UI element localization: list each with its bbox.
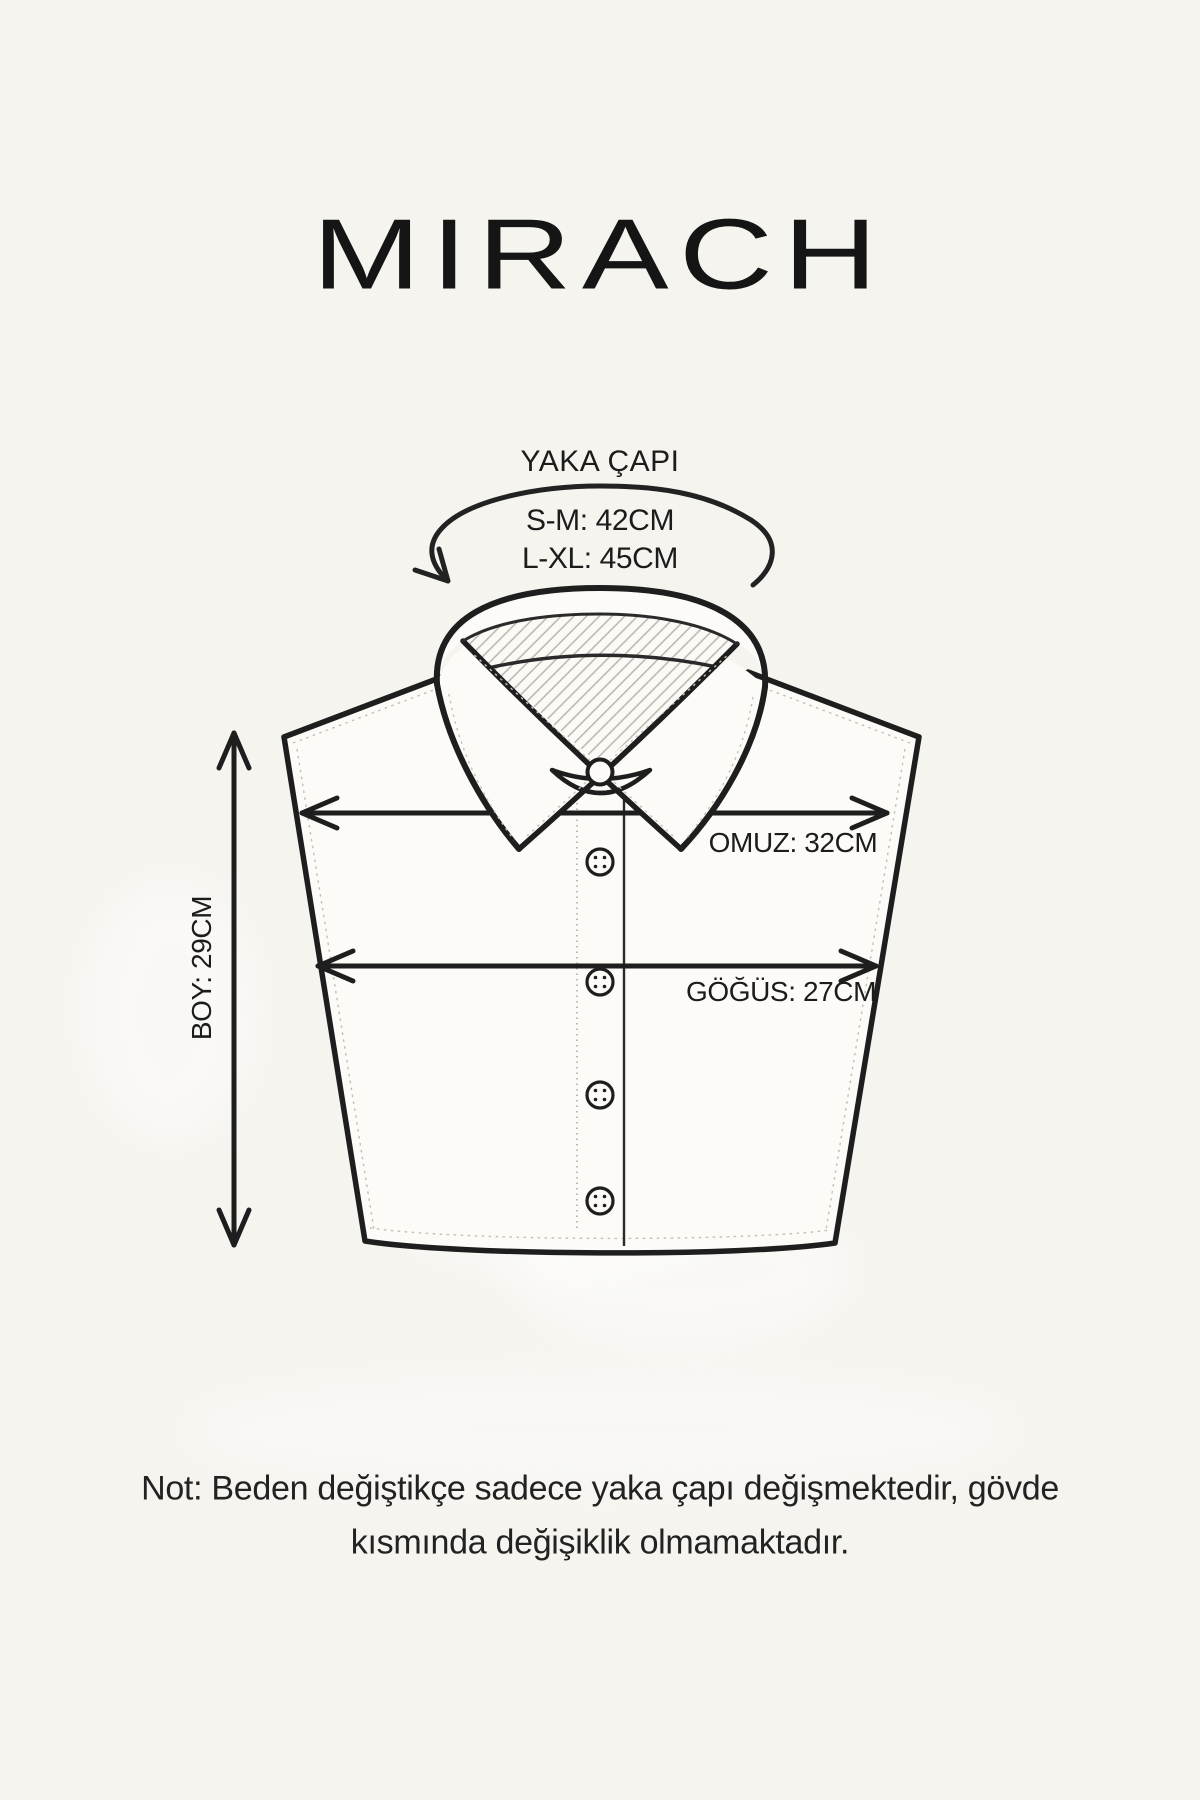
length-measurement-label: BOY: 29CM bbox=[186, 895, 217, 1041]
chest-measurement-label: GÖĞÜS: 27CM bbox=[685, 976, 877, 1007]
size-note-line-1: Not: Beden değiştikçe sadece yaka çapı değişmektedir, gövde bbox=[141, 1469, 1059, 1508]
shoulder-measurement-label: OMUZ: 32CM bbox=[708, 827, 878, 858]
collar-button bbox=[588, 760, 613, 785]
shirt-button bbox=[587, 1188, 613, 1214]
brand-logo: MIRACH bbox=[312, 198, 888, 311]
shirt-button bbox=[587, 969, 613, 995]
shirt-button bbox=[587, 849, 613, 875]
collar-size-lxl: L-XL: 45CM bbox=[521, 542, 679, 575]
collar-size-sm: S-M: 42CM bbox=[525, 504, 675, 537]
shirt-button bbox=[587, 1082, 613, 1108]
collar-diameter-label: YAKA ÇAPI bbox=[520, 445, 680, 478]
size-note-line-2: kısmında değişiklik olmamaktadır. bbox=[350, 1523, 850, 1562]
